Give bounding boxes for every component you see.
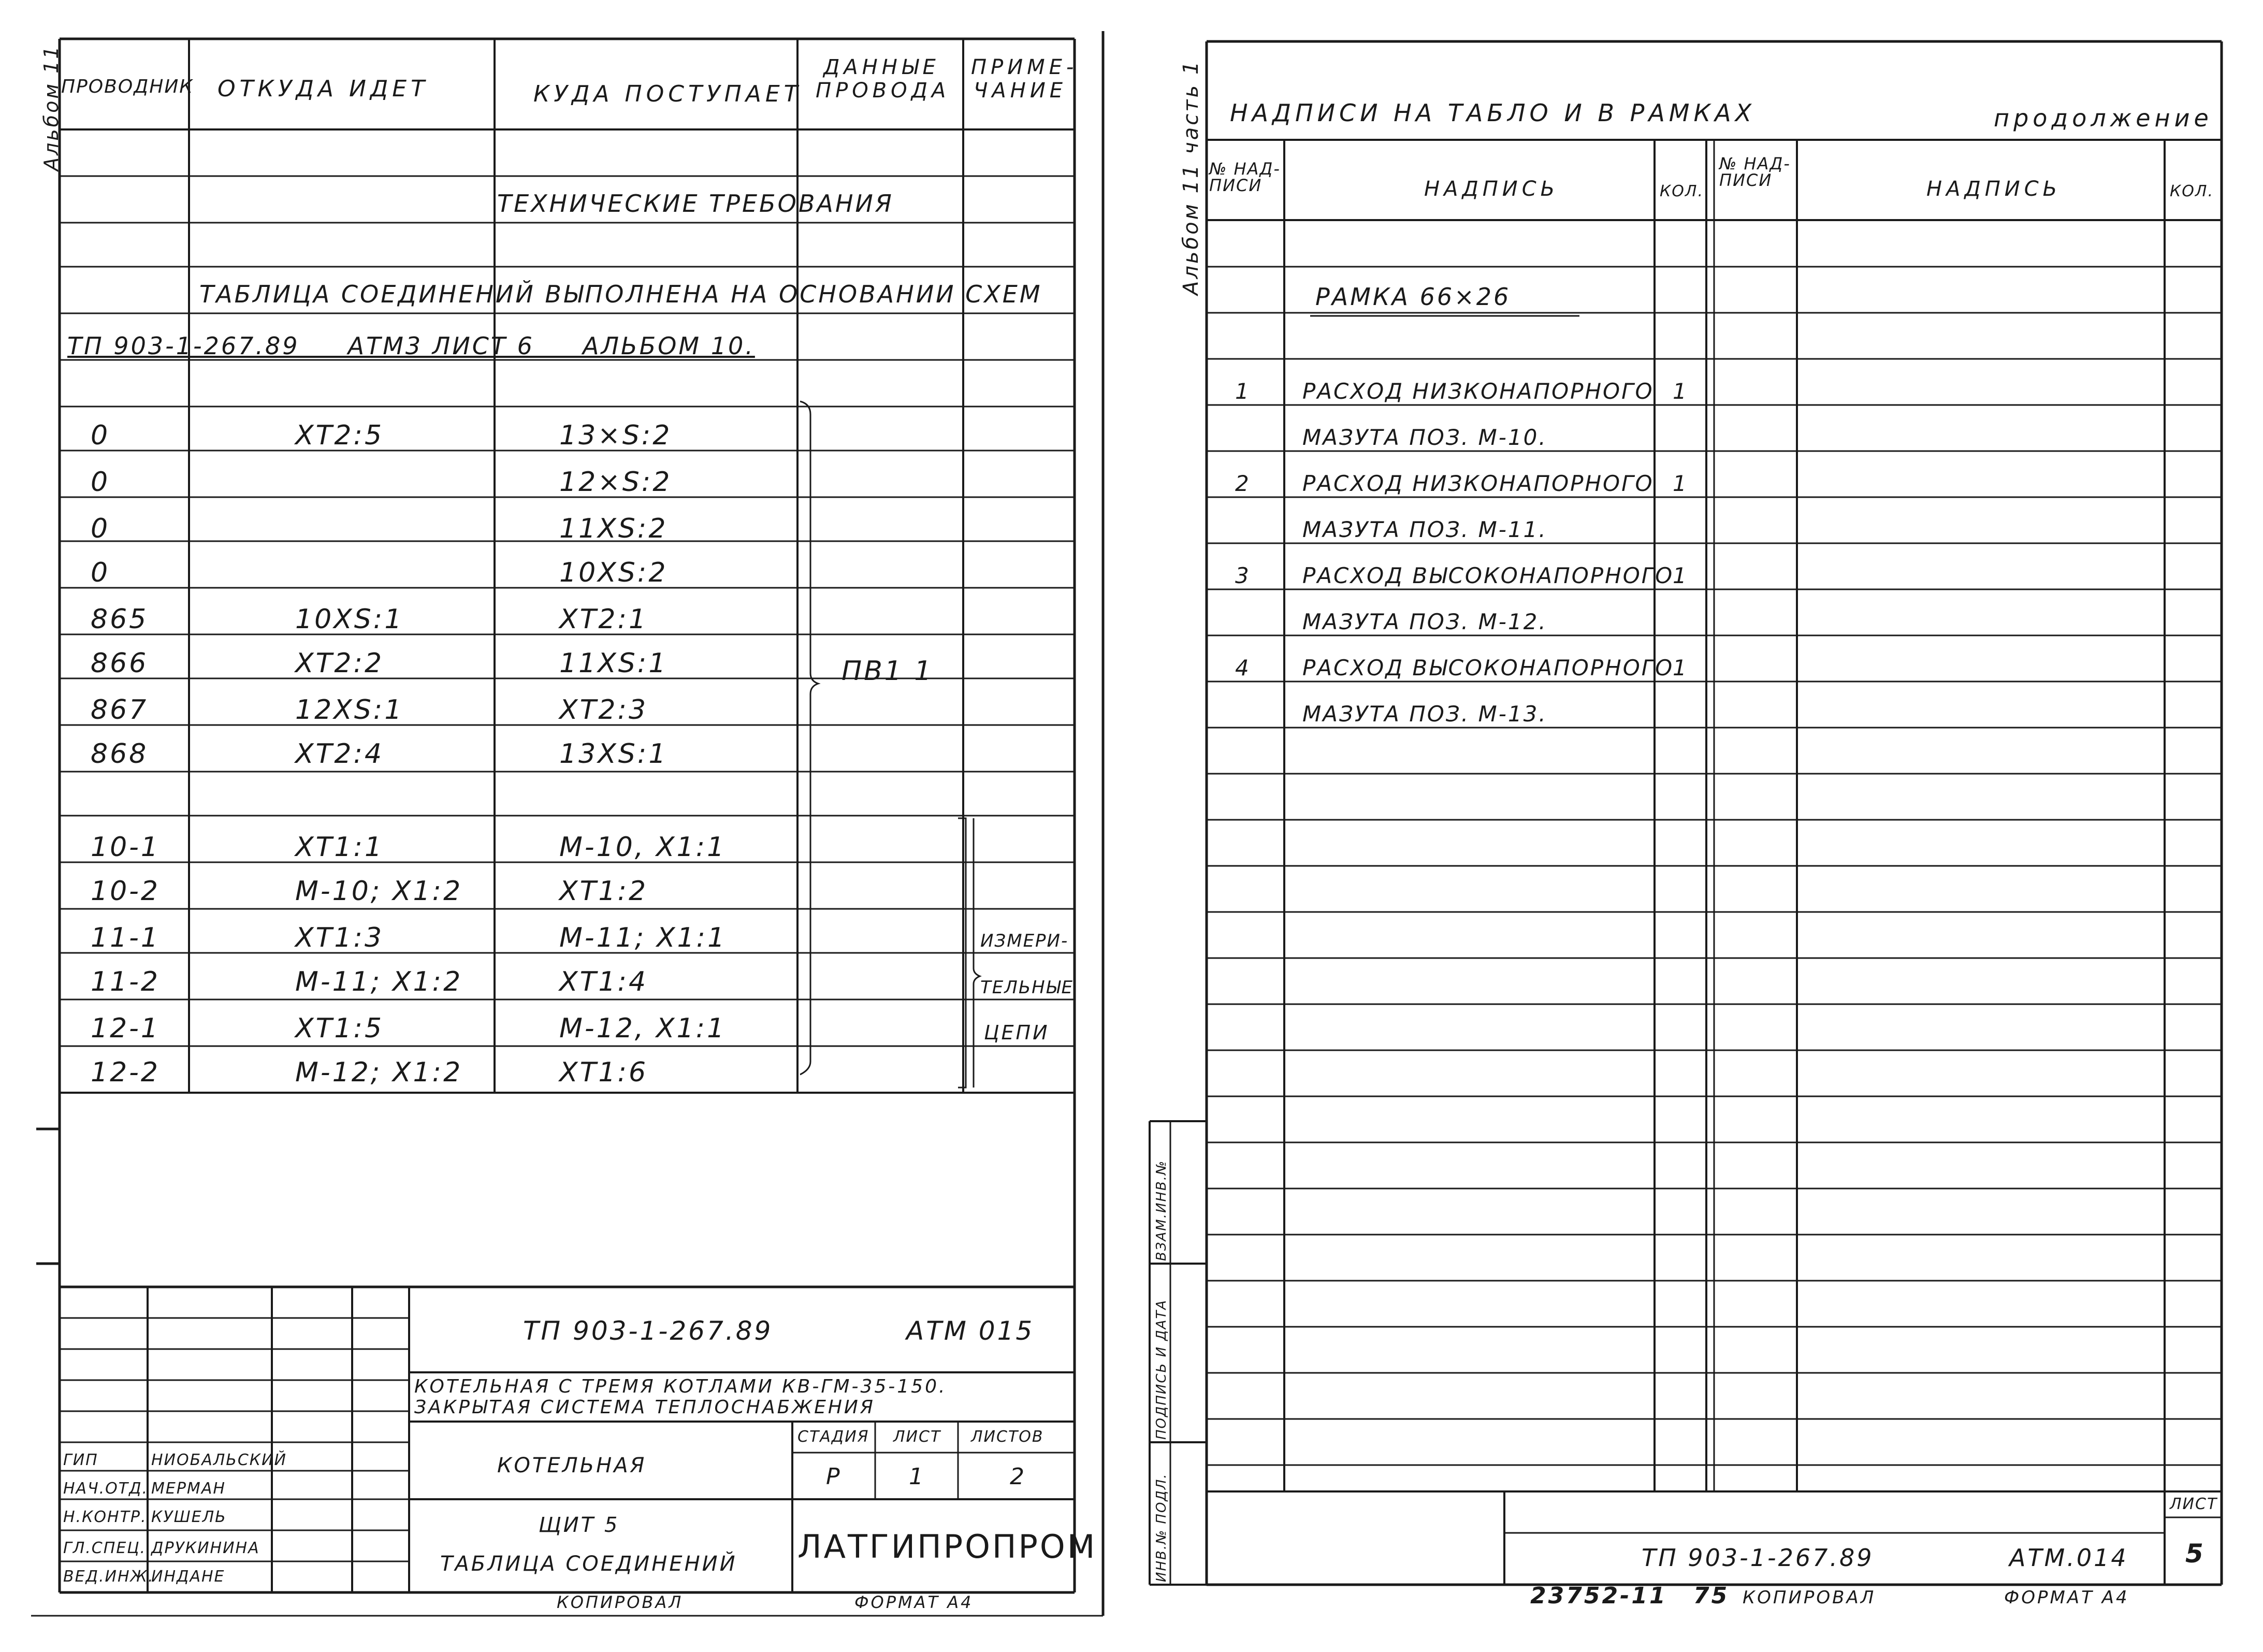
- item-text-line2: МАЗУТА ПОЗ. М-11.: [1302, 517, 1547, 542]
- drawing-line-1: ЩИТ 5: [539, 1513, 620, 1537]
- footer-copied: КОПИРОВАЛ: [1743, 1587, 1876, 1608]
- footer-copied: КОПИРОВАЛ: [557, 1592, 684, 1612]
- doc-code: ТП 903-1-267.89: [523, 1316, 773, 1346]
- note-line-2: ТП 903-1-267.89 АТМ3 ЛИСТ 6 АЛЬБОМ 10.: [67, 332, 755, 360]
- row-wire: 0: [91, 557, 110, 588]
- header-note-2: ЧАНИЕ: [974, 79, 1067, 103]
- item-text-line1: РАСХОД НИЗКОНАПОРНОГО: [1302, 471, 1654, 496]
- item-text-line2: МАЗУТА ПОЗ. М-13.: [1302, 701, 1547, 727]
- row-from: XT1:3: [295, 922, 384, 953]
- header-num-right: № НАД-ПИСИ: [1719, 154, 1791, 190]
- item-number: 3: [1235, 563, 1251, 588]
- row-wire: 867: [91, 694, 149, 726]
- right-sheet-grid: [1113, 0, 2263, 1652]
- item-number: 2: [1235, 471, 1251, 496]
- right-sheet: [1113, 0, 2263, 1652]
- row-wire: 0: [91, 420, 110, 451]
- row-to: XT2:1: [559, 604, 648, 635]
- row-from: XT1:5: [295, 1013, 384, 1044]
- role-name: НИОБАЛЬСКИЙ: [151, 1451, 287, 1469]
- role-name: МЕРМАН: [151, 1480, 226, 1498]
- row-to: 10XS:2: [559, 557, 668, 588]
- row-to: 13×S:2: [559, 420, 672, 451]
- stage-value: Р: [826, 1463, 842, 1490]
- role-name: ДРУКИНИНА: [151, 1539, 260, 1557]
- section-title: ТЕХНИЧЕСКИЕ ТРЕБОВАНИЯ: [497, 190, 894, 218]
- row-from: XT2:4: [295, 738, 384, 770]
- stamp-replacement-inv: ВЗАМ.ИНВ.№: [1154, 1160, 1169, 1261]
- object-name: КОТЕЛЬНАЯ: [497, 1454, 647, 1477]
- row-to: M-10, X1:1: [559, 832, 727, 863]
- row-wire: 10-1: [91, 832, 161, 863]
- item-text-line2: МАЗУТА ПОЗ. М-10.: [1302, 425, 1547, 450]
- footer-format: ФОРМАТ А4: [2004, 1587, 2129, 1608]
- wire-data: ПВ1 1: [842, 656, 934, 687]
- row-from: XT2:2: [295, 648, 384, 679]
- row-wire: 11-1: [91, 922, 161, 953]
- item-number: 1: [1235, 379, 1251, 404]
- row-to: XT1:6: [559, 1057, 648, 1088]
- header-data-1: ДАННЫЕ: [823, 55, 940, 79]
- sheet-number: 5: [2185, 1539, 2206, 1569]
- role-title: НАЧ.ОТД.: [63, 1480, 149, 1498]
- role-name: КУШЕЛЬ: [151, 1508, 227, 1526]
- row-to: 12×S:2: [559, 467, 672, 498]
- project-line-1: КОТЕЛЬНАЯ С ТРЕМЯ КОТЛАМИ КВ-ГМ-35-150.: [414, 1376, 947, 1397]
- sheets-label: ЛИСТОВ: [971, 1428, 1044, 1446]
- row-wire: 11-2: [91, 966, 161, 997]
- row-from: XT1:1: [295, 832, 384, 863]
- header-data-2: ПРОВОДА: [816, 79, 950, 103]
- footer-format: ФОРМАТ А4: [854, 1592, 974, 1612]
- row-to: 11XS:1: [559, 648, 668, 679]
- row-wire: 10-2: [91, 876, 161, 907]
- row-wire: 12-2: [91, 1057, 161, 1088]
- left-sheet: [0, 0, 1113, 1652]
- item-text-line1: РАСХОД ВЫСОКОНАПОРНОГО: [1302, 655, 1674, 680]
- project-line-2: ЗАКРЫТАЯ СИСТЕМА ТЕПЛОСНАБЖЕНИЯ: [414, 1397, 875, 1418]
- row-wire: 868: [91, 738, 149, 770]
- item-number: 4: [1235, 655, 1251, 680]
- role-title: Н.КОНТР.: [63, 1508, 147, 1526]
- item-qty: 1: [1673, 471, 1689, 496]
- row-to: M-12, X1:1: [559, 1013, 727, 1044]
- note-measure-3: ЦЕПИ: [984, 1021, 1050, 1044]
- note-measure-2: ТЕЛЬНЫЕ: [980, 977, 1074, 998]
- stamp-signature-date: ПОДПИСЬ И ДАТА: [1154, 1299, 1169, 1440]
- row-from: M-11; X1:2: [295, 966, 463, 997]
- item-text-line2: МАЗУТА ПОЗ. М-12.: [1302, 609, 1547, 634]
- row-wire: 866: [91, 648, 149, 679]
- item-qty: 1: [1673, 655, 1689, 680]
- footer-number: 23752-11: [1530, 1583, 1667, 1609]
- row-to: XT2:3: [559, 694, 648, 726]
- doc-code: ТП 903-1-267.89: [1642, 1544, 1874, 1572]
- row-to: M-11; X1:1: [559, 922, 727, 953]
- row-from: XT2:5: [295, 420, 384, 451]
- continuation-label: продолжение: [1994, 104, 2213, 132]
- organization-logo: ЛАТГИПРОПРОМ: [797, 1528, 1097, 1566]
- row-wire: 865: [91, 604, 149, 635]
- row-wire: 0: [91, 467, 110, 498]
- row-wire: 0: [91, 513, 110, 544]
- side-label: Альбом 11: [40, 44, 63, 171]
- row-from: M-12; X1:2: [295, 1057, 463, 1088]
- role-title: ГЛ.СПЕЦ.: [63, 1539, 147, 1557]
- drawing-line-2: ТАБЛИЦА СОЕДИНЕНИЙ: [440, 1552, 737, 1576]
- row-to: 11XS:2: [559, 513, 668, 544]
- row-to: 13XS:1: [559, 738, 668, 770]
- item-qty: 1: [1673, 563, 1689, 588]
- stamp-original-inv: ИНВ.№ ПОДЛ.: [1154, 1473, 1169, 1582]
- header-from: ОТКУДА ИДЕТ: [217, 76, 429, 102]
- header-text-right: НАДПИСЬ: [1926, 177, 2062, 201]
- row-wire: 12-1: [91, 1013, 161, 1044]
- sheet-label: ЛИСТ: [2170, 1495, 2218, 1513]
- header-note-1: ПРИМЕ-: [971, 55, 1078, 79]
- header-qty-left: КОЛ.: [1660, 182, 1704, 200]
- row-from: 10XS:1: [295, 604, 404, 635]
- sheet-label: ЛИСТ: [893, 1428, 941, 1446]
- doc-mark: АТМ 015: [906, 1316, 1035, 1346]
- sheets-value: 2: [1010, 1463, 1026, 1490]
- row-to: XT1:4: [559, 966, 648, 997]
- stage-label: СТАДИЯ: [797, 1428, 869, 1446]
- note-measure-1: ИЗМЕРИ-: [980, 931, 1069, 951]
- role-title: ВЕД.ИНЖ.: [63, 1568, 154, 1586]
- row-from: 12XS:1: [295, 694, 404, 726]
- side-label: Альбом 11 часть 1: [1179, 59, 1203, 295]
- page-title: НАДПИСИ НА ТАБЛО И В РАМКАХ: [1230, 99, 1756, 127]
- header-text-left: НАДПИСЬ: [1424, 177, 1559, 201]
- header-num-left: № НАД-ПИСИ: [1209, 159, 1281, 195]
- role-title: ГИП: [63, 1451, 98, 1469]
- item-text-line1: РАСХОД ВЫСОКОНАПОРНОГО: [1302, 563, 1674, 588]
- frame-label: РАМКА 66×26: [1315, 283, 1511, 311]
- sheet-value: 1: [909, 1463, 925, 1490]
- header-wire: ПРОВОДНИК: [61, 76, 194, 97]
- doc-mark: АТМ.014: [2009, 1544, 2128, 1572]
- row-from: M-10; X1:2: [295, 876, 463, 907]
- note-line-1: ТАБЛИЦА СОЕДИНЕНИЙ ВЫПОЛНЕНА НА ОСНОВАНИИ СХЕМ: [199, 280, 1042, 308]
- item-qty: 1: [1673, 379, 1689, 404]
- footer-page: 75: [1693, 1583, 1730, 1609]
- header-to: КУДА ПОСТУПАЕТ: [533, 81, 802, 107]
- role-name: ИНДАНЕ: [151, 1568, 225, 1586]
- header-qty-right: КОЛ.: [2170, 182, 2214, 200]
- row-to: XT1:2: [559, 876, 648, 907]
- item-text-line1: РАСХОД НИЗКОНАПОРНОГО: [1302, 379, 1654, 404]
